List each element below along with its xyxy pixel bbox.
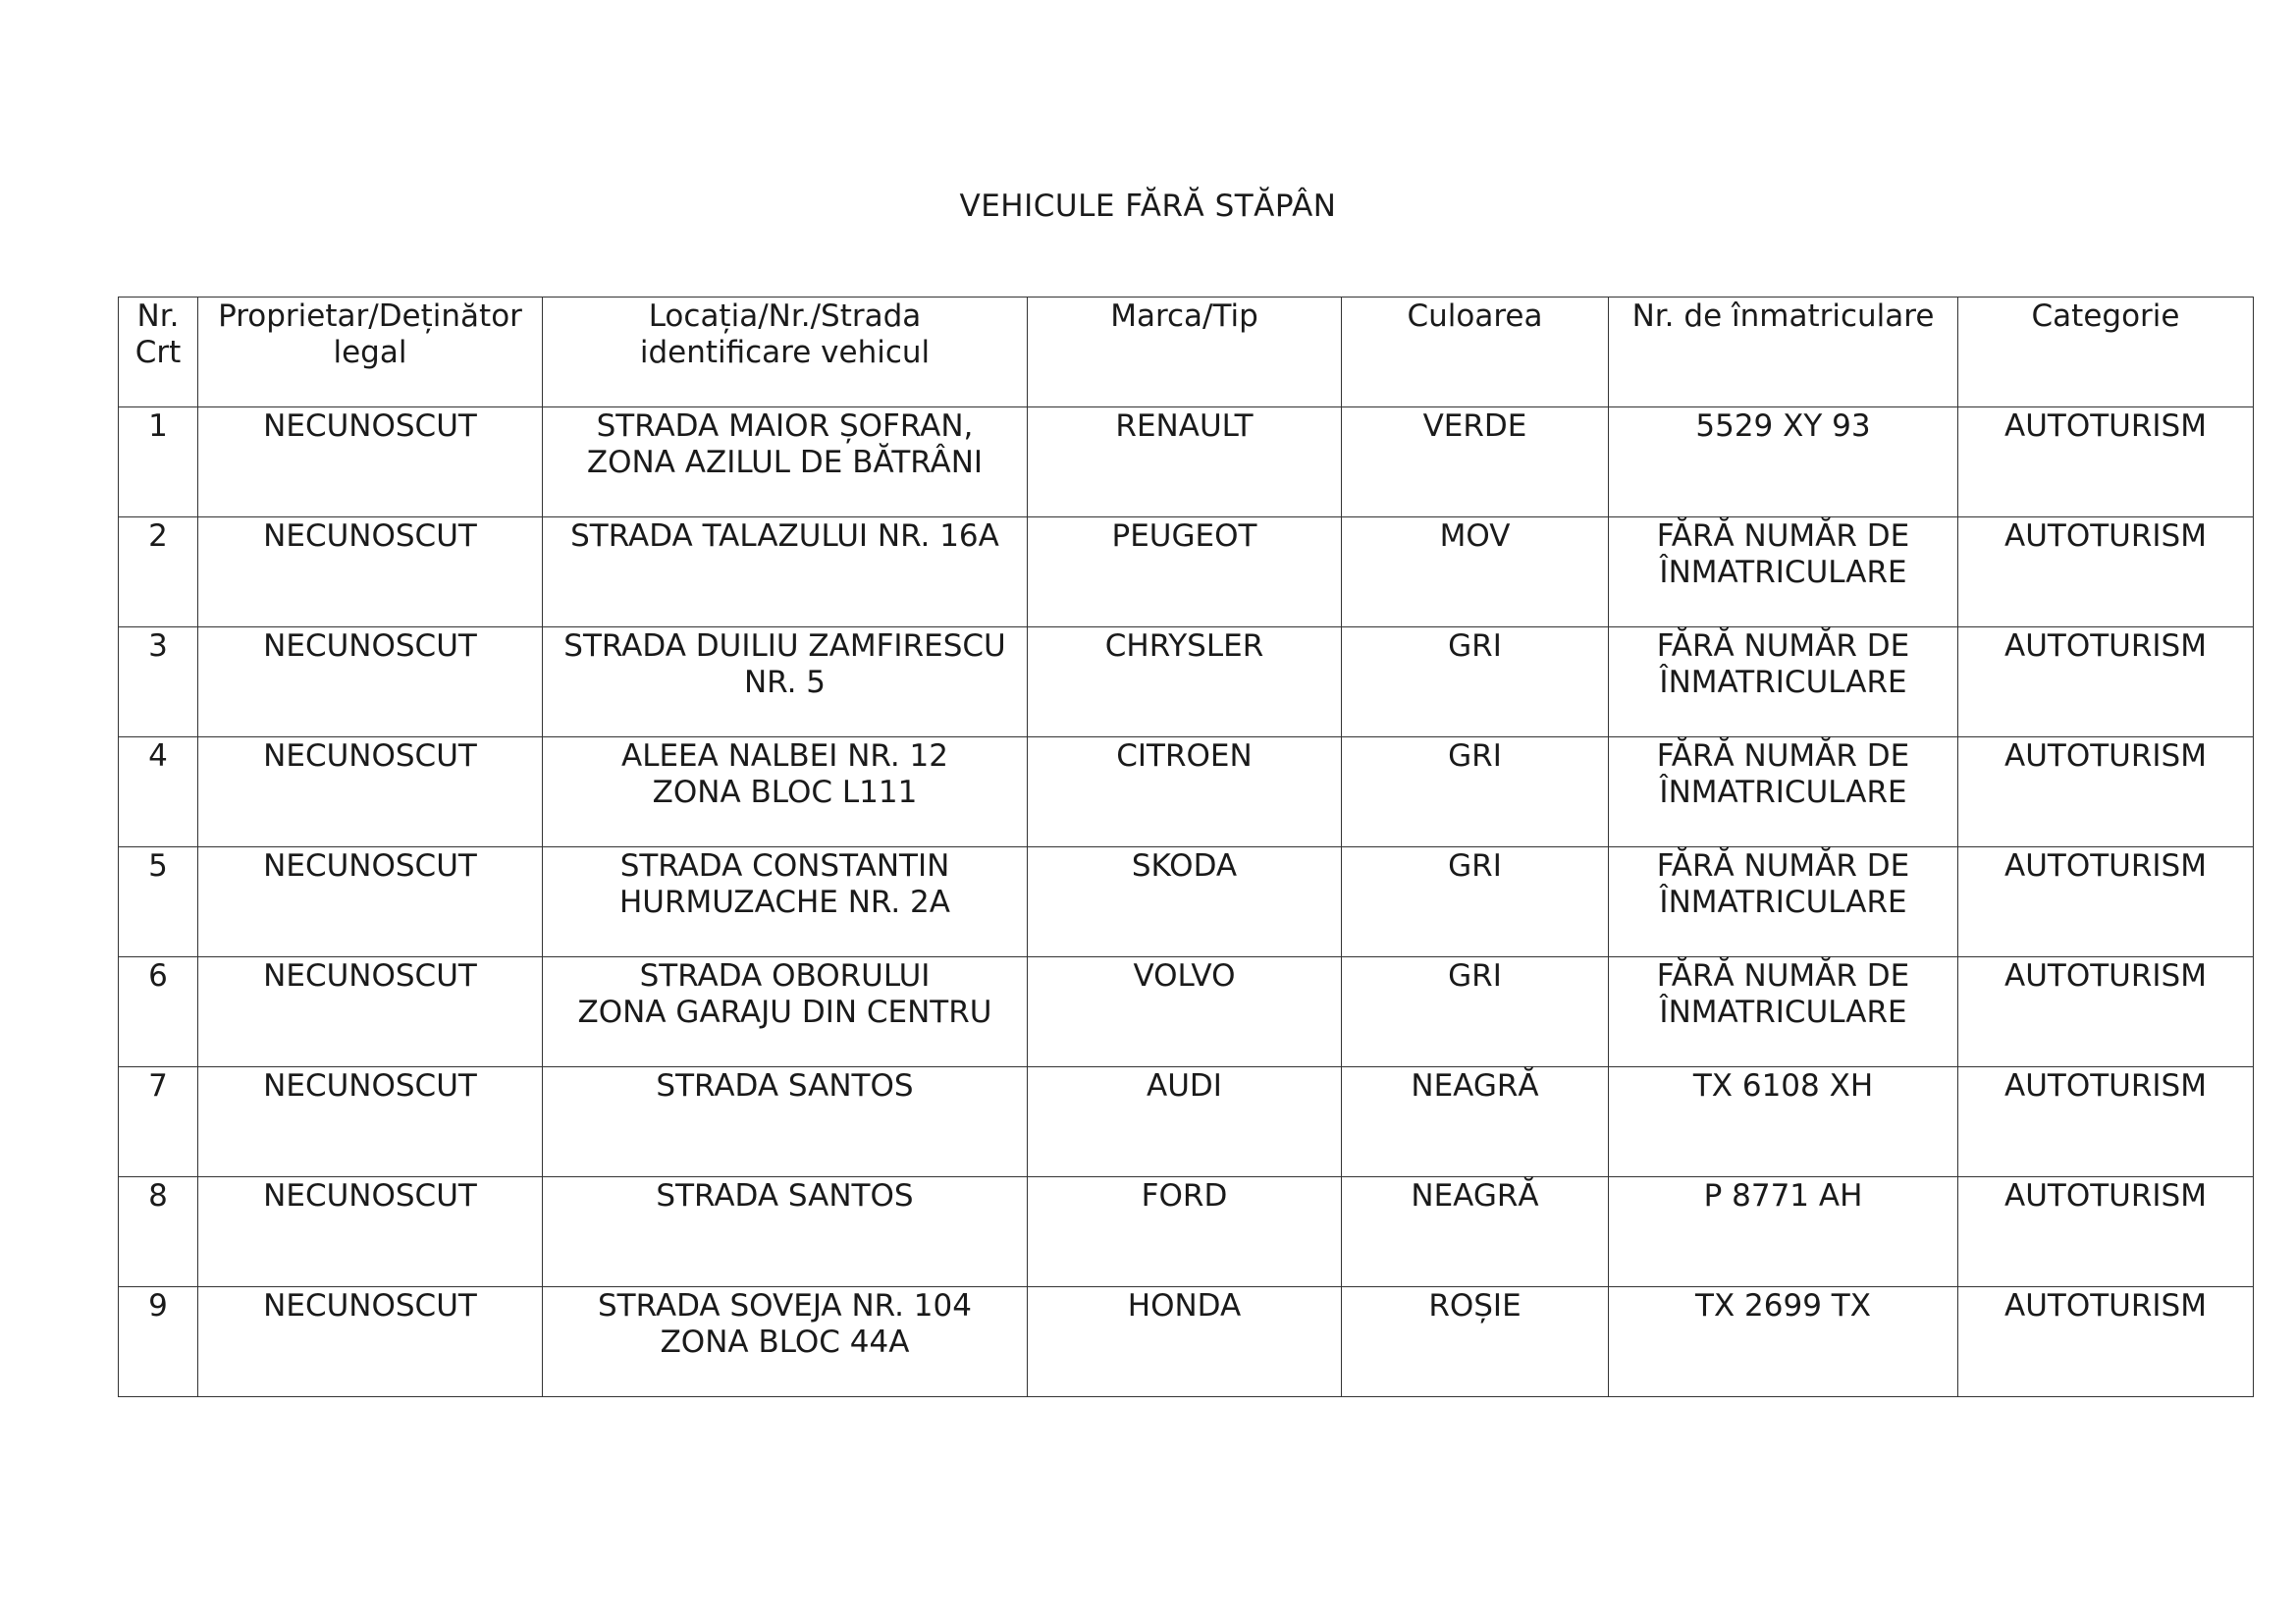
header-plate: Nr. de înmatriculare [1609, 298, 1958, 407]
cell-color: NEAGRĂ [1342, 1177, 1609, 1287]
cell-plate: FĂRĂ NUMĂR DE ÎNMATRICULARE [1609, 737, 1958, 847]
cell-nr: 4 [119, 737, 198, 847]
cell-nr: 7 [119, 1067, 198, 1177]
cell-brand: HONDA [1028, 1287, 1342, 1397]
cell-brand: CHRYSLER [1028, 627, 1342, 737]
table-row [119, 1177, 2254, 1287]
cell-plate: FĂRĂ NUMĂR DE ÎNMATRICULARE [1609, 627, 1958, 737]
table-body [119, 407, 2254, 1397]
cell-category: AUTOTURISM [1958, 737, 2254, 847]
cell-category: AUTOTURISM [1958, 517, 2254, 627]
cell-owner: NECUNOSCUT [198, 1287, 543, 1397]
header-owner: Proprietar/Deținător legal [198, 298, 543, 407]
cell-brand: VOLVO [1028, 957, 1342, 1067]
cell-color: GRI [1342, 957, 1609, 1067]
cell-category: AUTOTURISM [1958, 1177, 2254, 1287]
cell-location: STRADA SANTOS [543, 1177, 1028, 1287]
cell-color: VERDE [1342, 407, 1609, 517]
cell-owner: NECUNOSCUT [198, 1067, 543, 1177]
cell-category: AUTOTURISM [1958, 407, 2254, 517]
cell-category: AUTOTURISM [1958, 1067, 2254, 1177]
cell-owner: NECUNOSCUT [198, 627, 543, 737]
table-row [119, 627, 2254, 737]
cell-category: AUTOTURISM [1958, 847, 2254, 957]
cell-category: AUTOTURISM [1958, 627, 2254, 737]
cell-color: NEAGRĂ [1342, 1067, 1609, 1177]
header-location: Locația/Nr./Strada identificare vehicul [543, 298, 1028, 407]
table-row [119, 957, 2254, 1067]
cell-location: ALEEA NALBEI NR. 12 ZONA BLOC L111 [543, 737, 1028, 847]
cell-location: STRADA CONSTANTIN HURMUZACHE NR. 2A [543, 847, 1028, 957]
cell-brand: SKODA [1028, 847, 1342, 957]
header-brand: Marca/Tip [1028, 298, 1342, 407]
table-header-row [119, 298, 2254, 407]
cell-plate: TX 2699 TX [1609, 1287, 1958, 1397]
cell-nr: 5 [119, 847, 198, 957]
cell-plate: FĂRĂ NUMĂR DE ÎNMATRICULARE [1609, 847, 1958, 957]
cell-nr: 8 [119, 1177, 198, 1287]
cell-plate: 5529 XY 93 [1609, 407, 1958, 517]
document-title: VEHICULE FĂRĂ STĂPÂN [959, 189, 1337, 224]
cell-nr: 6 [119, 957, 198, 1067]
cell-location: STRADA MAIOR ȘOFRAN, ZONA AZILUL DE BĂTRÂNI [543, 407, 1028, 517]
cell-color: GRI [1342, 737, 1609, 847]
table-row [119, 517, 2254, 627]
cell-nr: 9 [119, 1287, 198, 1397]
cell-owner: NECUNOSCUT [198, 407, 543, 517]
cell-plate: FĂRĂ NUMĂR DE ÎNMATRICULARE [1609, 957, 1958, 1067]
cell-plate: TX 6108 XH [1609, 1067, 1958, 1177]
cell-nr: 3 [119, 627, 198, 737]
cell-plate: FĂRĂ NUMĂR DE ÎNMATRICULARE [1609, 517, 1958, 627]
cell-category: AUTOTURISM [1958, 957, 2254, 1067]
cell-location: STRADA SOVEJA NR. 104 ZONA BLOC 44A [543, 1287, 1028, 1397]
cell-location: STRADA SANTOS [543, 1067, 1028, 1177]
cell-brand: RENAULT [1028, 407, 1342, 517]
cell-plate: P 8771 AH [1609, 1177, 1958, 1287]
cell-brand: PEUGEOT [1028, 517, 1342, 627]
cell-owner: NECUNOSCUT [198, 1177, 543, 1287]
cell-location: STRADA DUILIU ZAMFIRESCU NR. 5 [543, 627, 1028, 737]
cell-owner: NECUNOSCUT [198, 957, 543, 1067]
cell-category: AUTOTURISM [1958, 1287, 2254, 1397]
table-row [119, 407, 2254, 517]
cell-color: GRI [1342, 847, 1609, 957]
table-row [119, 737, 2254, 847]
cell-color: ROȘIE [1342, 1287, 1609, 1397]
cell-brand: AUDI [1028, 1067, 1342, 1177]
table-row [119, 1067, 2254, 1177]
vehicles-table [118, 297, 2254, 1397]
cell-brand: FORD [1028, 1177, 1342, 1287]
cell-color: GRI [1342, 627, 1609, 737]
cell-owner: NECUNOSCUT [198, 847, 543, 957]
cell-nr: 1 [119, 407, 198, 517]
table-row [119, 1287, 2254, 1397]
cell-brand: CITROEN [1028, 737, 1342, 847]
cell-color: MOV [1342, 517, 1609, 627]
header-nr-crt: Nr. Crt [119, 298, 198, 407]
header-color: Culoarea [1342, 298, 1609, 407]
cell-nr: 2 [119, 517, 198, 627]
table-row [119, 847, 2254, 957]
cell-location: STRADA TALAZULUI NR. 16A [543, 517, 1028, 627]
cell-owner: NECUNOSCUT [198, 737, 543, 847]
header-category: Categorie [1958, 298, 2254, 407]
cell-location: STRADA OBORULUI ZONA GARAJU DIN CENTRU [543, 957, 1028, 1067]
cell-owner: NECUNOSCUT [198, 517, 543, 627]
